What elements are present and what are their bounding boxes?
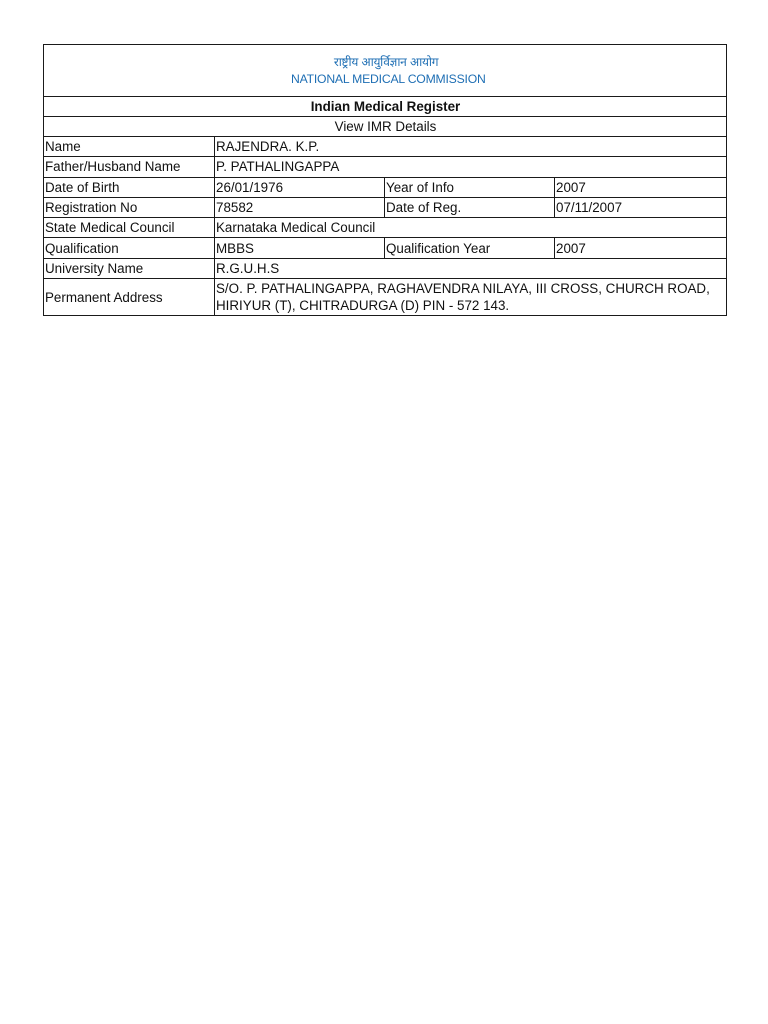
imr-details-table bbox=[43, 44, 727, 316]
date-of-reg-label: Date of Reg. bbox=[385, 197, 555, 217]
page-title: Indian Medical Register bbox=[44, 97, 727, 117]
name-label: Name bbox=[44, 137, 215, 157]
registration-no-label: Registration No bbox=[44, 197, 215, 217]
table-row bbox=[44, 157, 727, 177]
qualification-year-value: 2007 bbox=[555, 238, 727, 258]
nmc-logo bbox=[291, 53, 486, 88]
year-of-info-label: Year of Info bbox=[385, 177, 555, 197]
subtitle-row bbox=[44, 117, 727, 137]
address-value: S/O. P. PATHALINGAPPA, RAGHAVENDRA NILAYA, III CROSS, CHURCH ROAD, HIRIYUR (T), CHITRADURGA (D) PIN - 572 143. bbox=[215, 279, 727, 316]
registration-no-value: 78582 bbox=[215, 197, 385, 217]
state-council-label: State Medical Council bbox=[44, 218, 215, 238]
year-of-info-value: 2007 bbox=[555, 177, 727, 197]
table-row bbox=[44, 258, 727, 278]
table-row bbox=[44, 197, 727, 217]
table-row bbox=[44, 218, 727, 238]
qualification-label: Qualification bbox=[44, 238, 215, 258]
father-name-value: P. PATHALINGAPPA bbox=[215, 157, 727, 177]
logo-cell bbox=[44, 45, 727, 97]
page-subtitle: View IMR Details bbox=[44, 117, 727, 137]
name-value: RAJENDRA. K.P. bbox=[215, 137, 727, 157]
university-label: University Name bbox=[44, 258, 215, 278]
university-value: R.G.U.H.S bbox=[215, 258, 727, 278]
table-row bbox=[44, 137, 727, 157]
table-row bbox=[44, 177, 727, 197]
table-row bbox=[44, 279, 727, 316]
date-of-reg-value: 07/11/2007 bbox=[555, 197, 727, 217]
state-council-value: Karnataka Medical Council bbox=[215, 218, 727, 238]
logo-english-text: NATIONAL MEDICAL COMMISSION bbox=[291, 72, 486, 86]
table-row bbox=[44, 238, 727, 258]
qualification-year-label: Qualification Year bbox=[385, 238, 555, 258]
qualification-value: MBBS bbox=[215, 238, 385, 258]
dob-label: Date of Birth bbox=[44, 177, 215, 197]
title-row bbox=[44, 97, 727, 117]
logo-hindi-text: राष्ट्रीय आयुर्विज्ञान आयोग bbox=[333, 55, 439, 69]
logo-row bbox=[44, 45, 727, 97]
address-label: Permanent Address bbox=[44, 279, 215, 316]
father-name-label: Father/Husband Name bbox=[44, 157, 215, 177]
dob-value: 26/01/1976 bbox=[215, 177, 385, 197]
